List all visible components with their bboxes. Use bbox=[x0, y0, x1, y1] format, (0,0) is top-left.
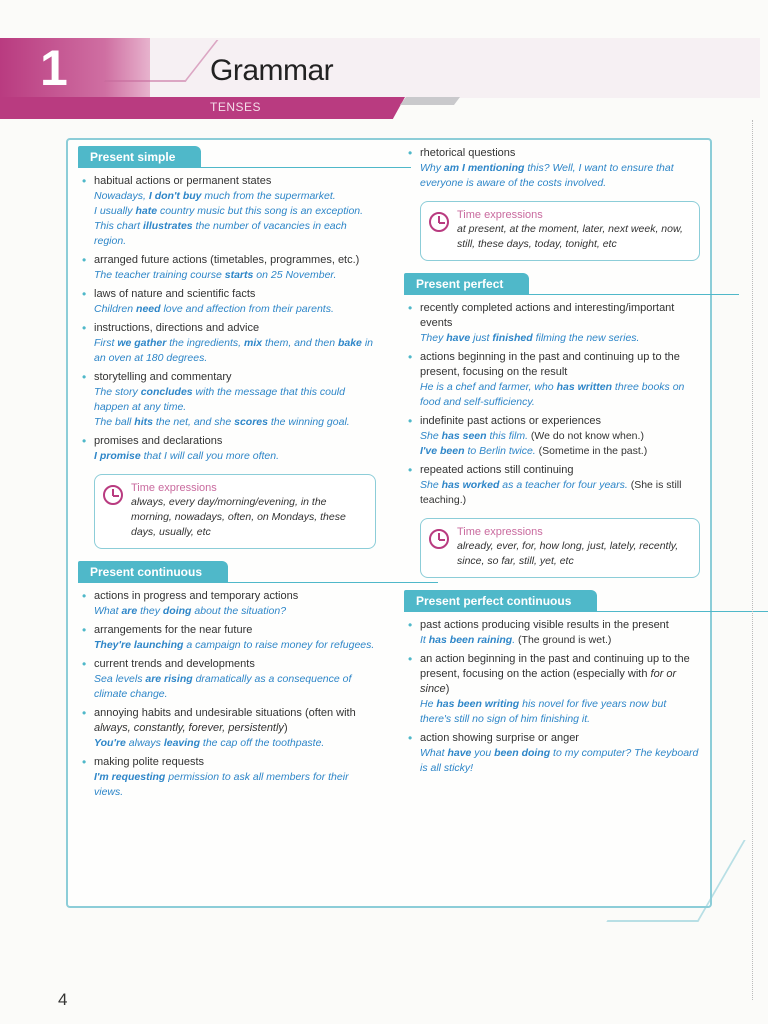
time-box-title: Time expressions bbox=[131, 482, 217, 494]
list-item bbox=[404, 350, 700, 410]
example: What have you been doing to my computer? The keyboard is all sticky! bbox=[420, 747, 699, 774]
time-expressions-box bbox=[94, 474, 376, 549]
item-list bbox=[78, 174, 376, 464]
example: They're launching a campaign to raise money for refugees. bbox=[94, 639, 375, 651]
list-item bbox=[404, 652, 700, 727]
example: You're always leaving the cap off the toothpaste. bbox=[94, 737, 325, 749]
item-label: action showing surprise or anger bbox=[420, 732, 579, 744]
time-expressions-box bbox=[420, 518, 700, 578]
list-item bbox=[404, 301, 700, 346]
example: Sea levels are rising dramatically as a consequence of climate change. bbox=[94, 673, 352, 700]
list-item bbox=[78, 657, 376, 702]
list-item bbox=[78, 589, 376, 619]
example: This chart illustrates the number of vacancies in each region. bbox=[94, 220, 347, 247]
example: Children need love and affection from their parents. bbox=[94, 303, 334, 315]
time-box-text: at present, at the moment, later, next week, now, still, these days, today, tonight, etc bbox=[457, 223, 683, 250]
clock-icon bbox=[429, 529, 449, 549]
item-label-italic: always, constantly, forever, persistently bbox=[94, 722, 284, 734]
item-label: instructions, directions and advice bbox=[94, 322, 260, 334]
item-label: rhetorical questions bbox=[420, 147, 516, 159]
item-label-end: ) bbox=[283, 722, 288, 734]
item-label-italic: for or since bbox=[420, 668, 677, 695]
example: I usually hate country music but this song is an exception. bbox=[94, 205, 364, 217]
header-subtitle-bar bbox=[0, 97, 405, 119]
page-title: Grammar bbox=[210, 54, 334, 87]
section-present-perfect-continuous bbox=[404, 590, 700, 776]
item-label: actions beginning in the past and continuing up to the present, focusing on the result bbox=[420, 351, 680, 378]
item-label: annoying habits and undesirable situations (often with bbox=[94, 707, 356, 719]
time-box-text: already, ever, for, how long, just, lately, recently, since, so far, still, yet, etc bbox=[457, 540, 679, 567]
list-item bbox=[78, 434, 376, 464]
list-item bbox=[404, 463, 700, 508]
item-label: current trends and developments bbox=[94, 658, 255, 670]
item-label-end: ) bbox=[445, 683, 450, 695]
item-label: an action beginning in the past and continuing up to the present, focusing on the action (especially with bbox=[420, 653, 690, 680]
section-heading: Present perfect bbox=[404, 273, 529, 295]
list-item bbox=[78, 287, 376, 317]
list-item bbox=[78, 174, 376, 249]
item-list bbox=[78, 589, 376, 800]
page-number: 4 bbox=[58, 990, 68, 1009]
item-label: arranged future actions (timetables, programmes, etc.) bbox=[94, 254, 360, 266]
list-item bbox=[78, 253, 376, 283]
item-list bbox=[404, 146, 700, 191]
example: She has worked as a teacher for four years. (She is still teaching.) bbox=[420, 479, 682, 506]
item-label: promises and declarations bbox=[94, 435, 223, 447]
list-item bbox=[78, 623, 376, 653]
page-edge-decoration bbox=[752, 120, 755, 1000]
section-present-simple bbox=[78, 146, 376, 549]
item-label: past actions producing visible results in the present bbox=[420, 619, 669, 631]
list-item bbox=[404, 414, 700, 459]
section-present-continuous bbox=[78, 561, 376, 800]
list-item bbox=[404, 618, 700, 648]
item-label: habitual actions or permanent states bbox=[94, 175, 272, 187]
example: She has seen this film. (We do not know when.) bbox=[420, 430, 644, 442]
time-box-title: Time expressions bbox=[457, 209, 543, 221]
item-list bbox=[404, 618, 700, 776]
section-present-perfect bbox=[404, 273, 700, 578]
example: The ball hits the net, and she scores the winning goal. bbox=[94, 416, 350, 428]
time-box-title: Time expressions bbox=[457, 526, 543, 538]
list-item bbox=[78, 755, 376, 800]
item-label: arrangements for the near future bbox=[94, 624, 253, 636]
example: He is a chef and farmer, who has written three books on food and self-sufficiency. bbox=[420, 381, 685, 408]
list-item bbox=[404, 731, 700, 776]
item-label: indefinite past actions or experiences bbox=[420, 415, 601, 427]
section-heading: Present continuous bbox=[78, 561, 228, 583]
example: First we gather the ingredients, mix them, and then bake in an oven at 180 degrees. bbox=[94, 337, 373, 364]
example: It has been raining. (The ground is wet.) bbox=[420, 634, 612, 646]
example: They have just finished filming the new series. bbox=[420, 332, 640, 344]
unit-number: 1 bbox=[40, 40, 68, 96]
item-label: storytelling and commentary bbox=[94, 371, 232, 383]
clock-icon bbox=[429, 212, 449, 232]
list-item bbox=[404, 146, 700, 191]
section-heading: Present simple bbox=[78, 146, 201, 168]
item-label: repeated actions still continuing bbox=[420, 464, 574, 476]
example: He has been writing his novel for five years now but there's still no sign of him finishing it. bbox=[420, 698, 667, 725]
example: I've been to Berlin twice. (Sometime in the past.) bbox=[420, 445, 648, 457]
example: The story concludes with the message that this could happen at any time. bbox=[94, 386, 345, 413]
list-item bbox=[78, 321, 376, 366]
example: Why am I mentioning this? Well, I want to ensure that everyone is aware of the costs involved. bbox=[420, 162, 674, 189]
example: What are they doing about the situation? bbox=[94, 605, 287, 617]
example: Nowadays, I don't buy much from the supermarket. bbox=[94, 190, 336, 202]
right-column bbox=[404, 146, 700, 780]
time-box-text: always, every day/morning/evening, in the morning, nowadays, often, on Mondays, these days, usually, etc bbox=[131, 496, 346, 538]
example: The teacher training course starts on 25 November. bbox=[94, 269, 337, 281]
item-label: laws of nature and scientific facts bbox=[94, 288, 256, 300]
list-item bbox=[78, 370, 376, 430]
example: I promise that I will call you more often. bbox=[94, 450, 279, 462]
left-column bbox=[78, 146, 376, 804]
item-label: making polite requests bbox=[94, 756, 205, 768]
list-item bbox=[78, 706, 376, 751]
item-label: recently completed actions and interesting/important events bbox=[420, 302, 675, 329]
page-subtitle: TENSES bbox=[210, 100, 262, 114]
time-expressions-box bbox=[420, 201, 700, 261]
section-heading: Present perfect continuous bbox=[404, 590, 597, 612]
item-label: actions in progress and temporary actions bbox=[94, 590, 299, 602]
clock-icon bbox=[103, 485, 123, 505]
item-list bbox=[404, 301, 700, 508]
example: I'm requesting permission to ask all members for their views. bbox=[94, 771, 349, 798]
header-bar-decoration bbox=[400, 97, 460, 105]
